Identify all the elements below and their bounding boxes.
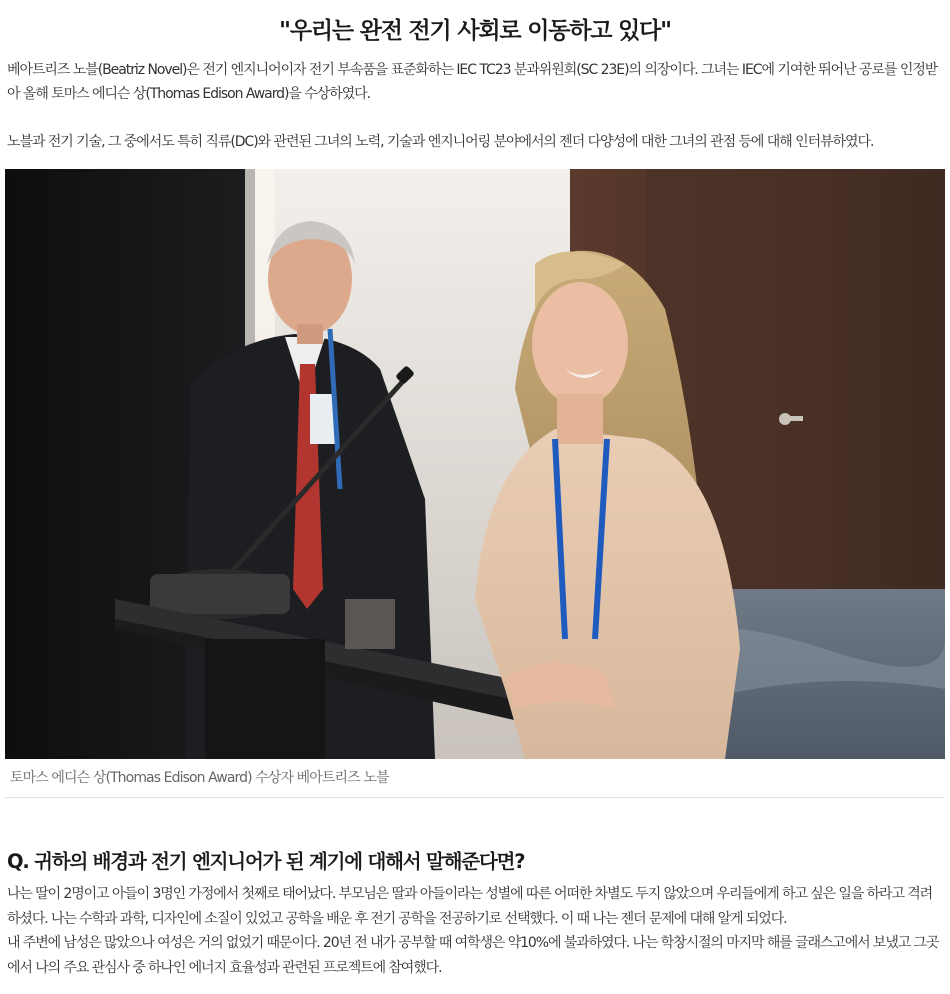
intro-paragraph: 베아트리즈 노블(Beatriz Novel)은 전기 엔지니어이자 전기 부속품을 표준화하는 IEC TC23 분과위원회(SC 23E)의 의장이다. 그녀는 IEC에 기여한 뛰어난 공로를 인정받아 올해 토마스 에디슨 상(Thomas Edison Award)을 수상하였다. bbox=[7, 62, 938, 102]
answer-paragraph: 나는 딸이 2명이고 아들이 3명인 가정에서 첫째로 태어났다. 부모님은 딸과 아들이라는 성별에 따른 어떠한 차별도 두지 않았으며 우리들에게 하고 싶은 일을 하라고 격려하셨다. 나는 수학과 과학, 디자인에 소질이 있었고 공학을 배운 후 전기 공학을 전공하기로 선택했다. 이 때 나는 젠더 문제에 대해 알게 되었다. bbox=[7, 886, 933, 927]
photo-caption: 토마스 에디슨 상(Thomas Edison Award) 수상자 베아트리즈 노블 bbox=[10, 770, 389, 786]
award-photo bbox=[5, 169, 945, 759]
article-title: "우리는 완전 전기 사회로 이동하고 있다" bbox=[279, 18, 671, 44]
answer-paragraph: 내 주변에 남성은 많았으나 여성은 거의 없었기 때문이다. 20년 전 내가 공부할 때 여학생은 약10%에 불과하였다. 나는 학창시절의 마지막 해를 글래스고에서 보냈고 그곳에서 나의 주요 관심사 중 하나인 에너지 효율성과 관련된 프로젝트에 참여했다. bbox=[7, 935, 939, 976]
interview-question: Q. 귀하의 배경과 전기 엔지니어가 된 계기에 대해서 말해준다면? bbox=[7, 850, 525, 873]
interview-answer bbox=[7, 882, 943, 980]
intro-paragraph: 노블과 전기 기술, 그 중에서도 특히 직류(DC)와 관련된 그녀의 노력, 기술과 엔지니어링 분야에서의 젠더 다양성에 대한 그녀의 관점 등에 대해 인터뷰하였다. bbox=[7, 134, 874, 150]
caption-divider bbox=[5, 797, 945, 798]
article-intro bbox=[7, 58, 943, 154]
